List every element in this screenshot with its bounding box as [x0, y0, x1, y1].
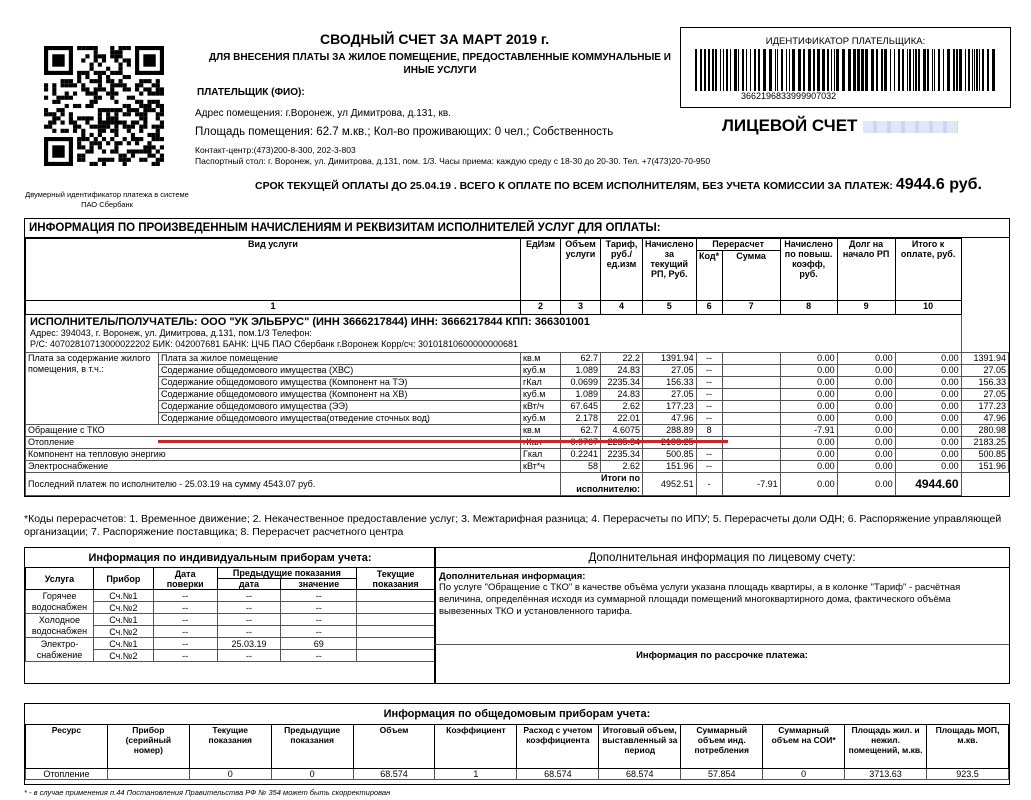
cell — [357, 626, 435, 638]
totals-recalc: -7.91 — [722, 473, 780, 496]
cell: -- — [153, 614, 217, 626]
executor-name: ИСПОЛНИТЕЛЬ/ПОЛУЧАТЕЛЬ: ООО "УК ЭЛЬБРУС" (ИНН 3666217844) ИНН: 3666217844 КПП: 366301001 — [30, 316, 590, 328]
cell: 0 — [271, 769, 353, 780]
ind-col-prev: Предыдущие показания — [217, 568, 357, 579]
executor-address: Адрес: 394043, г. Воронеж, ул. Димитрова, д.131, пом.1/3 Телефон: — [30, 328, 312, 338]
cell: 3713.63 — [845, 769, 927, 780]
cell: 177.23 — [643, 401, 697, 413]
col-code: Код* — [696, 251, 722, 301]
cell: Электро-снабжение — [26, 638, 94, 662]
cell: 0.00 — [780, 389, 837, 401]
cell: 0.00 — [837, 389, 895, 401]
cell: -- — [217, 602, 281, 614]
col-unit: ЕдИзм — [521, 239, 561, 301]
bill-subtitle: ДЛЯ ВНЕСЕНИЯ ПЛАТЫ ЗА ЖИЛОЕ ПОМЕЩЕНИЕ, ПРЕДОСТАВЛЕННЫЕ КОММУНАЛЬНЫЕ И ИНЫЕ УСЛУГИ — [209, 52, 671, 76]
col-num: 2 — [521, 301, 561, 315]
cell — [357, 614, 435, 626]
ind-col-service: Услуга — [26, 568, 94, 590]
cell: Отопление — [26, 437, 521, 449]
cell: 0.00 — [837, 449, 895, 461]
cell: 923.5 — [927, 769, 1009, 780]
cell — [722, 437, 780, 449]
cell: 0.2241 — [561, 449, 601, 461]
account-redacted — [863, 121, 958, 133]
cell: Содержание общедомового имущества (ЭЭ) — [159, 401, 521, 413]
cell: 156.33 — [961, 377, 1008, 389]
col-volume: Объем услуги — [561, 239, 601, 301]
totals-charged: 4952.51 — [643, 473, 697, 496]
individual-meters-box — [24, 547, 436, 684]
col-num: 6 — [696, 301, 722, 315]
cell — [107, 769, 189, 780]
odn-col: Объем — [353, 725, 435, 769]
cell: 68.574 — [517, 769, 599, 780]
cell: 1.089 — [561, 365, 601, 377]
cell: 0.00 — [895, 401, 961, 413]
cell: 288.89 — [643, 425, 697, 437]
odn-col: Предыдущие показания — [271, 725, 353, 769]
cell: -- — [696, 389, 722, 401]
cell: кв.м — [521, 425, 561, 437]
cell: -- — [696, 377, 722, 389]
cell: Сч.№2 — [93, 626, 153, 638]
payer-label: ПЛАТЕЛЬЩИК (ФИО): — [197, 87, 305, 98]
cell: Сч.№1 — [93, 614, 153, 626]
cell: 58 — [561, 461, 601, 473]
cell: 8 — [696, 425, 722, 437]
executor-info — [26, 315, 962, 353]
ind-col-current: Текущие показания — [357, 568, 435, 590]
odn-col: Итоговый объем, выставленный за период — [599, 725, 681, 769]
cell: 1 — [435, 769, 517, 780]
cell: 151.96 — [643, 461, 697, 473]
qr-caption: Двумерный идентификатор платежа в системе ПАО Сбербанк — [25, 190, 189, 209]
cell: кв.м — [521, 353, 561, 365]
cell: 27.05 — [643, 389, 697, 401]
contact-center: Контакт-центр:(473)200-8-300, 202-3-803 — [195, 145, 356, 155]
payer-id-label: ИДЕНТИФИКАТОР ПЛАТЕЛЬЩИКА: — [765, 36, 926, 47]
ind-col-date: дата — [217, 579, 281, 590]
totals-due: 4944.60 — [895, 473, 961, 496]
cell: -- — [696, 365, 722, 377]
cell: 2.62 — [601, 401, 643, 413]
cell: -- — [696, 449, 722, 461]
cell: 0.00 — [780, 365, 837, 377]
cell: 0.00 — [837, 365, 895, 377]
cell: 4.6075 — [601, 425, 643, 437]
red-underline — [158, 440, 728, 443]
cell: Содержание общедомового имущества (Компонент на ТЭ) — [159, 377, 521, 389]
cell: 280.98 — [961, 425, 1008, 437]
table-row — [26, 413, 1009, 425]
odn-col: Расход с учетом коэффициента — [517, 725, 599, 769]
col-num: 5 — [643, 301, 697, 315]
cell: 0.00 — [837, 401, 895, 413]
cell: Компонент на тепловую энергию — [26, 449, 521, 461]
bill-title: СВОДНЫЙ СЧЕТ ЗА МАРТ 2019 г. — [320, 31, 550, 47]
additional-heading: Дополнительная информация по лицевому счету: — [435, 548, 1009, 568]
deadline-text: СРОК ТЕКУЩЕЙ ОПЛАТЫ ДО 25.04.19 . ВСЕГО К ОПЛАТЕ ПО ВСЕМ ИСПОЛНИТЕЛЯМ, БЕЗ УЧЕТА КОМИССИИ ЗА ПЛАТЕЖ: — [255, 180, 893, 192]
odn-col: Суммарный объем на СОИ* — [763, 725, 845, 769]
cell: 68.574 — [353, 769, 435, 780]
cell: гКал — [521, 377, 561, 389]
cell: 0.0699 — [561, 377, 601, 389]
cell: -- — [153, 626, 217, 638]
cell: 0.00 — [895, 437, 961, 449]
cell: 0.00 — [837, 413, 895, 425]
col-service: Вид услуги — [26, 239, 521, 301]
odn-col: Прибор (серийный номер) — [107, 725, 189, 769]
cell — [722, 425, 780, 437]
cell: 0 — [763, 769, 845, 780]
table-row — [26, 425, 1009, 437]
totals-increased: 0.00 — [780, 473, 837, 496]
table-row — [26, 449, 1009, 461]
cell: 500.85 — [643, 449, 697, 461]
cell: 0.00 — [837, 377, 895, 389]
odn-col: Коэффициент — [435, 725, 517, 769]
cell: Сч.№1 — [93, 638, 153, 650]
cell: -- — [696, 413, 722, 425]
group-label: Плата за содержание жилого помещения, в т.ч.: — [26, 353, 159, 425]
cell: -- — [153, 638, 217, 650]
totals-code: - — [696, 473, 722, 496]
premises-area: Площадь помещения: 62.7 м.кв.; Кол-во проживающих: 0 чел.; Собственность — [195, 126, 614, 138]
cell: -- — [696, 461, 722, 473]
cell: 0.00 — [895, 461, 961, 473]
cell: -- — [281, 626, 357, 638]
cell: 0.00 — [895, 413, 961, 425]
cell — [357, 602, 435, 614]
cell: 0.00 — [780, 461, 837, 473]
table-row — [26, 365, 1009, 377]
cell: 47.96 — [961, 413, 1008, 425]
cell — [357, 638, 435, 650]
table-row — [26, 461, 1009, 473]
cell: кВт*ч — [521, 461, 561, 473]
cell: 1391.94 — [643, 353, 697, 365]
additional-text: По услуге "Обращение с ТКО" в качестве объёма услуги указана площадь квартиры, а в колонке "Тариф" - расчётная величина, определённая исходя из суммарной площади помещений многоквартирного дома, фактического объёма вывезенных ТКО и установленного тарифа. — [439, 582, 961, 617]
payer-id-box — [680, 27, 1011, 108]
cell: 0.00 — [780, 401, 837, 413]
cell: 0.00 — [780, 413, 837, 425]
cell — [722, 449, 780, 461]
cell — [722, 401, 780, 413]
cell: 0.00 — [895, 377, 961, 389]
cell: 2.178 — [561, 413, 601, 425]
charges-table — [25, 238, 1009, 496]
cell: 0.00 — [780, 437, 837, 449]
common-table — [25, 724, 1009, 780]
cell: -- — [281, 614, 357, 626]
col-num: 1 — [26, 301, 521, 315]
cell: Плата за жилое помещение — [159, 353, 521, 365]
cell: 0.00 — [780, 377, 837, 389]
cell: 47.96 — [643, 413, 697, 425]
cell: кВт/ч — [521, 401, 561, 413]
cell: 0.00 — [895, 449, 961, 461]
cell: Обращение с ТКО — [26, 425, 521, 437]
cell: 27.05 — [961, 365, 1008, 377]
cell: 25.03.19 — [217, 638, 281, 650]
cell — [722, 353, 780, 365]
cell: 0.00 — [895, 389, 961, 401]
cell: -- — [281, 650, 357, 662]
cell: 24.83 — [601, 389, 643, 401]
barcode — [695, 49, 995, 91]
col-recalc: Перерасчет — [696, 239, 780, 251]
cell — [357, 590, 435, 602]
qr-code — [44, 46, 164, 166]
cell: 57.854 — [681, 769, 763, 780]
cell: 151.96 — [961, 461, 1008, 473]
account-label: ЛИЦЕВОЙ СЧЕТ — [722, 116, 858, 135]
table-row — [26, 401, 1009, 413]
cell: 177.23 — [961, 401, 1008, 413]
cell: 1391.94 — [961, 353, 1008, 365]
cell: Сч.№2 — [93, 602, 153, 614]
cell: -- — [696, 353, 722, 365]
cell: 500.85 — [961, 449, 1008, 461]
premises-address: Адрес помещения: г.Воронеж, ул Димитрова, д.131, кв. — [195, 108, 451, 119]
cell: 67.645 — [561, 401, 601, 413]
cell — [357, 650, 435, 662]
cell: 68.574 — [599, 769, 681, 780]
cell: Содержание общедомового имущества (Компонент на ХВ) — [159, 389, 521, 401]
table-row — [26, 377, 1009, 389]
cell: 2183.25 — [961, 437, 1008, 449]
cell: 156.33 — [643, 377, 697, 389]
cell: Содержание общедомового имущества(отведение сточных вод) — [159, 413, 521, 425]
footnote: * - в случае применения п.44 Постановления Правительства РФ № 354 может быть скорректирован — [24, 788, 391, 797]
installment-info: Информация по рассрочке платежа: — [435, 644, 1009, 661]
payment-deadline — [255, 176, 982, 194]
table-row — [26, 614, 435, 626]
cell: -- — [217, 626, 281, 638]
cell: 2235.34 — [601, 377, 643, 389]
cell: 2235.34 — [601, 449, 643, 461]
col-charged: Начислено за текущий РП, Руб. — [643, 239, 697, 301]
charges-section — [24, 218, 1010, 497]
col-num: 3 — [561, 301, 601, 315]
cell: Гкал — [521, 449, 561, 461]
cell — [722, 389, 780, 401]
cell: Горячее водоснабжен — [26, 590, 94, 614]
ind-col-check: Дата поверки — [153, 568, 217, 590]
col-num: 8 — [780, 301, 837, 315]
cell: Сч.№2 — [93, 650, 153, 662]
col-num: 9 — [837, 301, 895, 315]
cell: 0.00 — [895, 425, 961, 437]
table-row — [26, 389, 1009, 401]
cell: 69 — [281, 638, 357, 650]
col-num: 7 — [722, 301, 780, 315]
cell: -- — [281, 590, 357, 602]
account-number — [722, 116, 958, 136]
cell: Отопление — [26, 769, 108, 780]
cell: 62.7 — [561, 353, 601, 365]
common-meters-box — [24, 703, 1010, 785]
cell: 27.05 — [643, 365, 697, 377]
cell: 0.00 — [837, 425, 895, 437]
cell: 0.00 — [780, 353, 837, 365]
col-total: Итого к оплате, руб. — [895, 239, 961, 301]
cell: 22.2 — [601, 353, 643, 365]
col-increased: Начислено по повыш. коэфф, руб. — [780, 239, 837, 301]
individual-table — [25, 567, 435, 662]
cell: 0.00 — [895, 353, 961, 365]
cell: -- — [153, 590, 217, 602]
cell: 1.089 — [561, 389, 601, 401]
cell — [722, 413, 780, 425]
cell — [722, 377, 780, 389]
col-num: 10 — [895, 301, 961, 315]
common-heading: Информация по общедомовым приборам учета: — [383, 708, 651, 720]
cell: куб.м — [521, 365, 561, 377]
cell: 0.00 — [837, 353, 895, 365]
odn-col: Площадь МОП, м.кв. — [927, 725, 1009, 769]
last-payment: Последний платеж по исполнителю - 25.03.19 на сумму 4543.07 руб. — [26, 473, 561, 496]
ind-col-device: Прибор — [93, 568, 153, 590]
individual-heading: Информация по индивидуальным приборам учета: — [88, 552, 372, 564]
cell: -- — [153, 602, 217, 614]
cell: 0.00 — [895, 365, 961, 377]
table-row — [26, 638, 435, 650]
cell: Электроснабжение — [26, 461, 521, 473]
cell: -- — [153, 650, 217, 662]
charges-heading: ИНФОРМАЦИЯ ПО ПРОИЗВЕДЕННЫМ НАЧИСЛЕНИЯМ И РЕКВИЗИТАМ ИСПОЛНИТЕЛЕЙ УСЛУГ ДЛЯ ОПЛАТЫ: — [25, 219, 1009, 238]
cell: -- — [217, 614, 281, 626]
odn-col: Суммарный объем инд. потребления — [681, 725, 763, 769]
cell: 2.62 — [601, 461, 643, 473]
additional-info-box — [434, 547, 1010, 684]
table-row — [26, 590, 435, 602]
totals-debt: 0.00 — [837, 473, 895, 496]
cell: Содержание общедомового имущества (ХВС) — [159, 365, 521, 377]
totals-label: Итоги по исполнителю: — [561, 473, 643, 496]
payer-id-number: 3662196833999907032 — [741, 91, 837, 101]
col-debt: Долг на начало РП — [837, 239, 895, 301]
cell: 62.7 — [561, 425, 601, 437]
cell: 0.00 — [780, 449, 837, 461]
cell: 0 — [189, 769, 271, 780]
cell: 0.00 — [837, 461, 895, 473]
cell: куб.м — [521, 389, 561, 401]
ind-col-value: значение — [281, 579, 357, 590]
col-tariff: Тариф, руб./ ед.изм — [601, 239, 643, 301]
odn-col: Ресурс — [26, 725, 108, 769]
col-num: 4 — [601, 301, 643, 315]
additional-label: Дополнительная информация: — [439, 571, 586, 582]
cell: -- — [217, 650, 281, 662]
cell — [722, 461, 780, 473]
cell: -- — [281, 602, 357, 614]
passport-office: Паспортный стол: г. Воронеж, ул. Димитрова, д.131, пом. 1/3. Часы приема: каждую среду с 18-30 до 20-30. Тел. +7(473)20-70-950 — [195, 156, 711, 166]
cell: -- — [217, 590, 281, 602]
executor-bank: Р/С: 40702810713000022202 БИК: 042007681 БАНК: ЦЧБ ПАО Сбербанк г.Воронеж Корр/сч: 30101810600000000681 — [30, 339, 519, 349]
odn-col: Текущие показания — [189, 725, 271, 769]
cell: Сч.№1 — [93, 590, 153, 602]
odn-col: Площадь жил. и нежил. помещений, м.кв. — [845, 725, 927, 769]
cell: 22.01 — [601, 413, 643, 425]
col-sum: Сумма — [722, 251, 780, 301]
table-row — [26, 353, 1009, 365]
cell — [722, 365, 780, 377]
cell: куб.м — [521, 413, 561, 425]
cell: Холодное водоснабжен — [26, 614, 94, 638]
cell: -7.91 — [780, 425, 837, 437]
cell: 0.00 — [837, 437, 895, 449]
cell: 27.05 — [961, 389, 1008, 401]
recalc-codes-note: *Коды перерасчетов: 1. Временное движение; 2. Некачественное предоставление услуг; 3. Межтарифная разница; 4. Перерасчеты по ИПУ; 5. Перерасчеты доли ОДН; 6. Распоряжение управляющей организации; 7. Распоряжение поставщика; 8. Перерасчет расчетного центра — [24, 513, 1002, 538]
total-due: 4944.6 руб. — [895, 176, 982, 193]
cell: -- — [696, 401, 722, 413]
cell: 24.83 — [601, 365, 643, 377]
